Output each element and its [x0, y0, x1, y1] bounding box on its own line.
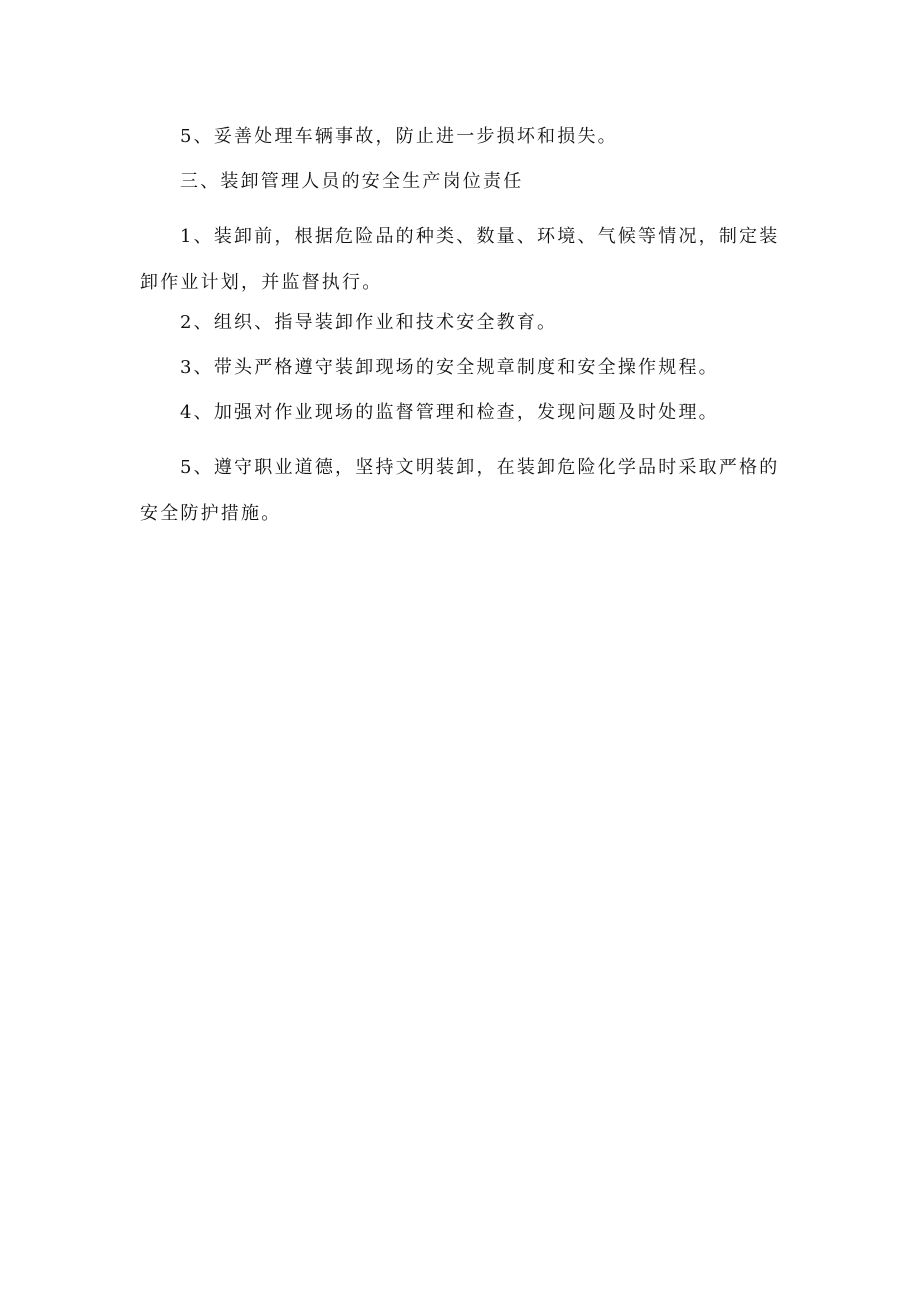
- paragraph-vehicle-accident: [140, 124, 776, 150]
- paragraph-item-4: [140, 400, 776, 426]
- paragraph-line: 卸作业计划，并监督执行。: [140, 272, 383, 293]
- paragraph-line: 3、带头严格遵守装卸现场的安全规章制度和安全操作规程。: [180, 357, 719, 378]
- paragraph-item-2: [140, 310, 776, 336]
- paragraph-item-5: [140, 445, 780, 537]
- section-heading-loading-manager: [140, 169, 776, 195]
- paragraph-item-3: [140, 355, 776, 381]
- section-heading-text: 三、装卸管理人员的安全生产岗位责任: [180, 171, 524, 192]
- paragraph-line: 4、加强对作业现场的监督管理和检查，发现问题及时处理。: [180, 402, 719, 423]
- document-body: [140, 124, 780, 556]
- paragraph-line: 5、妥善处理车辆事故，防止进一步损坏和损失。: [180, 126, 618, 147]
- paragraph-line: 2、组织、指导装卸作业和技术安全教育。: [180, 312, 558, 333]
- paragraph-line: 1、装卸前，根据危险品的种类、数量、环境、气候等情况，制定装: [180, 226, 780, 247]
- paragraph-item-1: [140, 214, 780, 306]
- paragraph-line: 5、遵守职业道德，坚持文明装卸，在装卸危险化学品时采取严格的: [180, 457, 780, 478]
- paragraph-line: 安全防护措施。: [140, 503, 282, 524]
